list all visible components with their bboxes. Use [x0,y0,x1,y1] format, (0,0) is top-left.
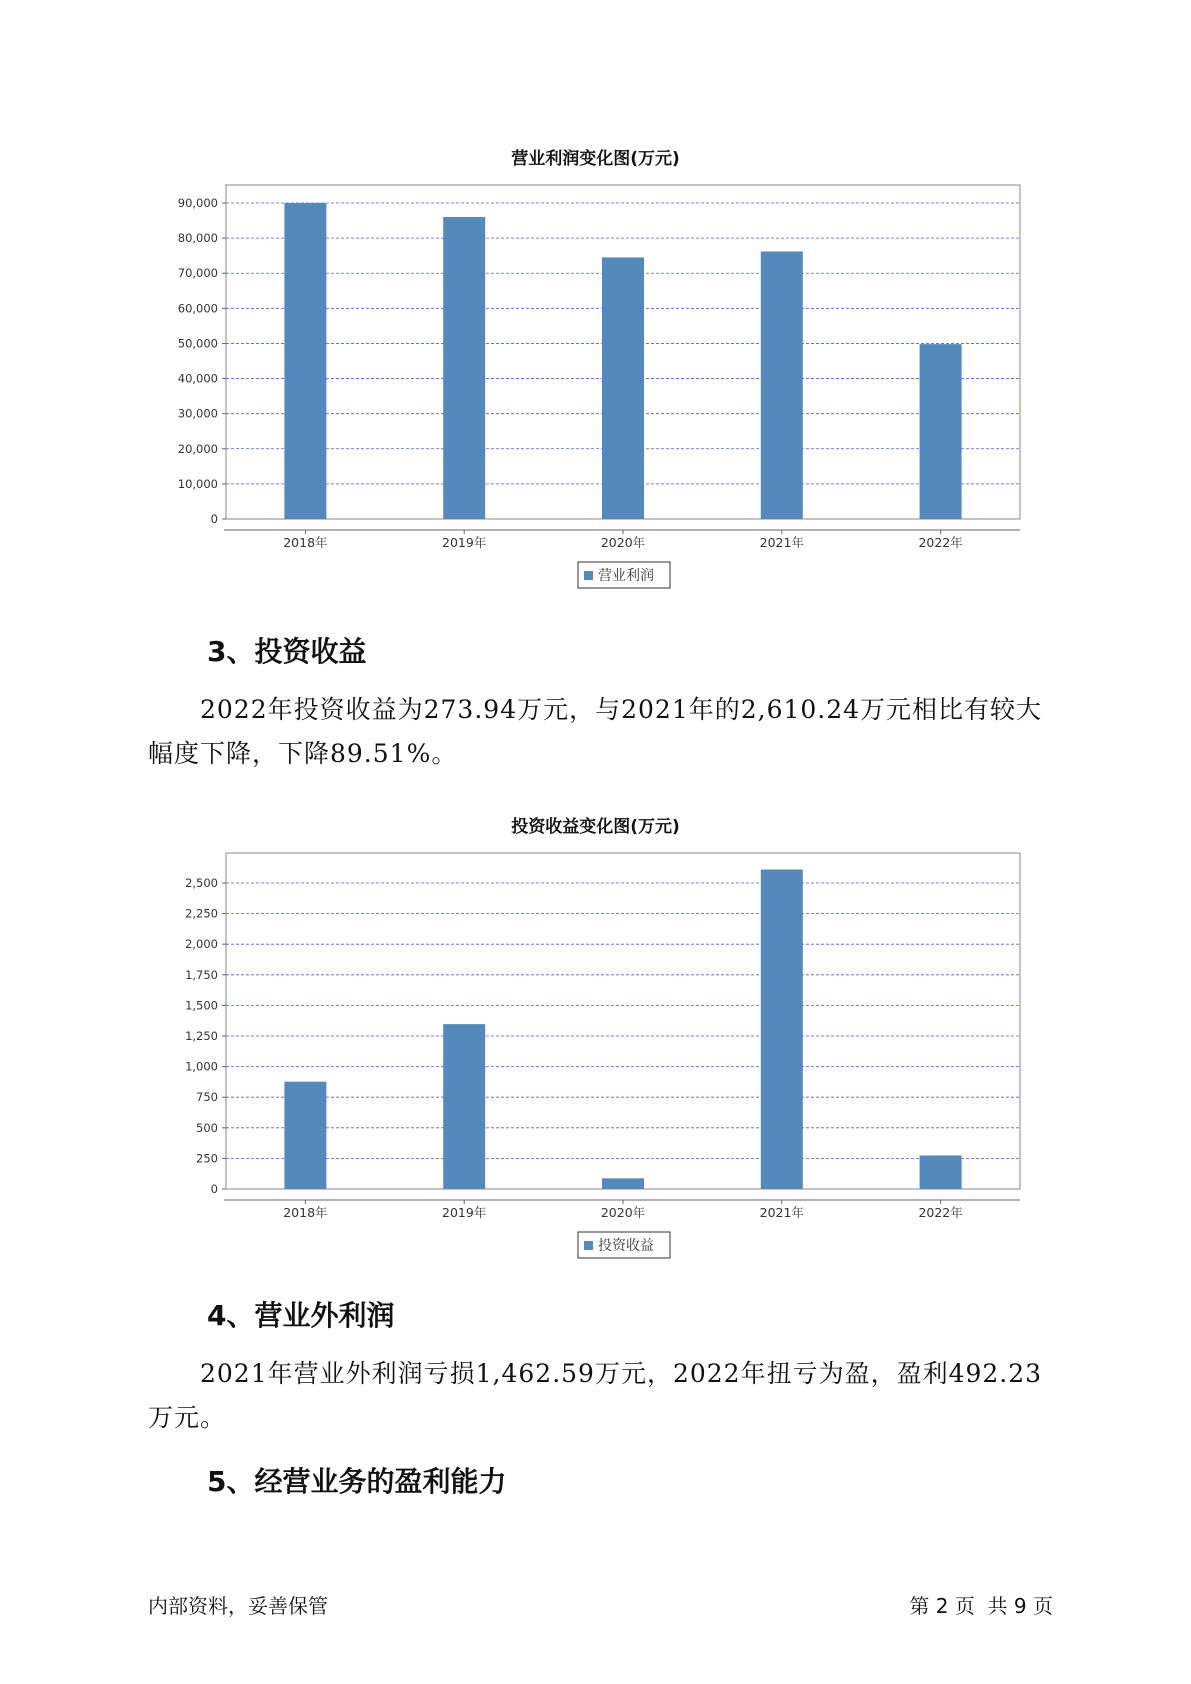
y-tick-label: 1,500 [185,998,218,1013]
bar [443,217,485,519]
y-tick-label: 750 [196,1090,218,1105]
section-heading: 4、营业外利润 [207,1299,395,1332]
bar [284,203,326,519]
x-tick-label: 2018年 [283,1205,328,1220]
bar [602,257,644,519]
footer-page-number: 第 2 页 共 9 页 [909,1594,1053,1618]
x-tick-label: 2018年 [283,535,328,550]
y-tick-label: 0 [210,1182,218,1196]
y-tick-label: 2,250 [185,906,218,921]
legend-swatch [584,571,593,580]
bar [761,870,803,1189]
bar [284,1082,326,1189]
x-tick-label: 2020年 [600,535,646,550]
x-tick-label: 2022年 [918,1205,963,1220]
bar [761,251,803,519]
x-tick-label: 2019年 [442,1205,487,1220]
bar [920,344,962,519]
y-tick-label: 2,000 [185,937,218,952]
y-tick-label: 1,000 [185,1059,218,1074]
y-tick-label: 80,000 [177,231,218,246]
x-tick-label: 2021年 [759,535,804,550]
chart-title: 营业利润变化图(万元) [511,149,680,169]
bar [920,1155,962,1189]
y-tick-label: 30,000 [177,406,218,421]
y-tick-label: 500 [196,1120,218,1135]
bar [602,1178,644,1189]
y-tick-label: 90,000 [177,196,218,210]
y-tick-label: 1,750 [185,967,218,982]
x-tick-label: 2020年 [600,1205,646,1220]
y-tick-label: 0 [210,512,218,526]
investment-income-chart [0,838,1191,1268]
x-tick-label: 2021年 [759,1205,804,1220]
plot-area [226,853,1020,1189]
y-tick-label: 50,000 [177,336,218,351]
section-heading: 3、投资收益 [207,635,367,668]
y-tick-label: 40,000 [177,371,218,386]
chart-title: 投资收益变化图(万元) [511,817,680,837]
x-tick-label: 2019年 [442,535,487,550]
legend-label: 营业利润 [598,568,654,584]
legend-swatch [584,1241,593,1250]
legend-label: 投资收益 [598,1238,654,1254]
operating-profit-chart [0,170,1191,600]
y-tick-label: 1,250 [185,1029,218,1043]
y-tick-label: 60,000 [177,301,218,316]
y-tick-label: 250 [196,1151,218,1166]
paragraph: 2021年营业外利润亏损1,462.59万元，2022年扭亏为盈，盈利492.23万元。 [148,1359,1043,1432]
y-tick-label: 70,000 [177,266,218,281]
y-tick-label: 10,000 [177,476,218,491]
footer-confidential: 内部资料，妥善保管 [148,1594,328,1618]
bar [443,1024,485,1189]
x-tick-label: 2022年 [918,535,963,550]
y-tick-label: 20,000 [177,441,218,456]
paragraph: 2022年投资收益为273.94万元，与2021年的2,610.24万元相比有较大幅度下降，下降89.51%。 [148,695,1043,768]
y-tick-label: 2,500 [185,876,218,890]
section-heading: 5、经营业务的盈利能力 [207,1465,507,1498]
